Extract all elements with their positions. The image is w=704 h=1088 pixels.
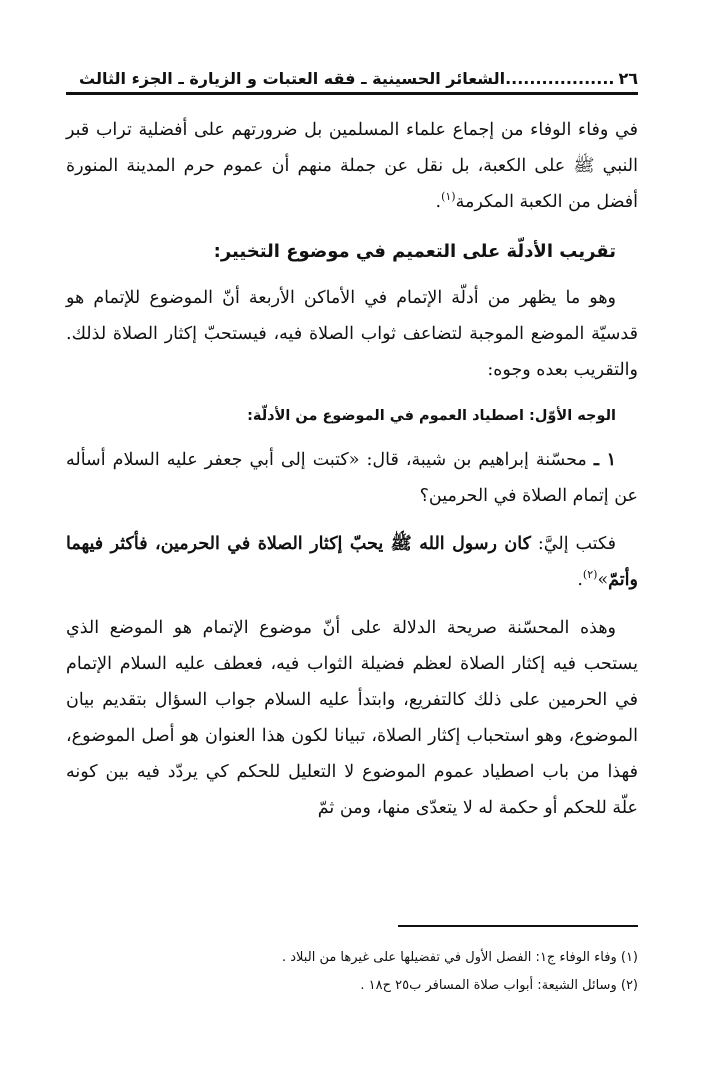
body-text bbox=[66, 112, 638, 826]
paragraph-3: ١ ـ محسّنة إبراهيم بن شيبة، قال: «كتبت إلى أبي جعفر عليه السلام أسأله عن إتمام الصلاة في الحرمين؟ bbox=[66, 450, 638, 506]
item-number: ١ ـ bbox=[593, 450, 616, 470]
paragraph-5: وهذه المحسّنة صريحة الدلالة على أنّ موضوع الإتمام هو الموضع الذي يستحب فيه إكثار الصلاة لعظم فضيلة الثواب فيه، فعطف عليه السلام الإتمام في الحرمين على ذلك كالتفريع، وابتدأ عليه السلام جواب السؤال بتقديم بيان الموضوع، وهو استحباب إكثار الصلاة، تبيانا لكون هذا العنوان هو أصل الموضوع، فهذا من باب اصطياد عموم الموضوع لا التعليل للحكم كي يردّد فيه بين كونه علّة للحكم أو حكمة له لا يتعدّى منها، ومن ثمّ bbox=[66, 618, 638, 818]
footnote-ref-1: (١) bbox=[441, 190, 456, 204]
subsection-heading: الوجه الأوّل: اصطياد العموم في الموضوع من الأدلّة: bbox=[247, 408, 616, 424]
footnote-ref-2: (٢) bbox=[582, 568, 598, 582]
paragraph-4: فكتب إليَّ: كان رسول الله ﷺ يحبّ إكثار الصلاة في الحرمين، فأكثر فيهما وأتمّ»$^{(٢)}$. bbox=[66, 534, 638, 590]
page-header bbox=[66, 62, 638, 88]
footnote-1: (١) وفاء الوفاء ج١: الفصل الأول في تفضيلها على غيرها من البلاد . bbox=[282, 950, 638, 965]
page-number: ٢٦ bbox=[618, 69, 638, 88]
header-dots: .................. bbox=[505, 69, 615, 88]
quoted-hadith: كان رسول الله ﷺ يحبّ إكثار الصلاة في الحرمين، فأكثر فيهما وأتمّ bbox=[66, 534, 638, 590]
paragraph-2: وهو ما يظهر من أدلّة الإتمام في الأماكن الأربعة أنّ الموضوع للإتمام هو قدسيّة الموضع الموجبة لتضاعف ثواب الصلاة فيه، فيستحبّ إكثار الصلاة لذلك. والتقريب بعده وجوه: bbox=[66, 288, 638, 380]
footnote-rule bbox=[398, 925, 638, 927]
header-rule bbox=[66, 92, 638, 95]
paragraph-1: في وفاء الوفاء من إجماع علماء المسلمين بل ضرورتهم على أفضلية تراب قبر النبي ﷺ على الكعبة، بل نقل عن جملة منهم أن عموم حرم المدينة المنورة أفضل من الكعبة المكرمة$^{(١)}$. bbox=[66, 120, 638, 212]
footnotes bbox=[66, 944, 638, 1000]
running-title: الشعائر الحسينية ـ فقه العتبات و الزيارة ـ الجزء الثالث bbox=[79, 69, 506, 88]
section-heading: تقريب الأدلّة على التعميم في موضوع التخيير: bbox=[213, 241, 616, 262]
footnote-2: (٢) وسائل الشيعة: أبواب صلاة المسافر ب٢٥ ح١٨ . bbox=[360, 978, 638, 993]
